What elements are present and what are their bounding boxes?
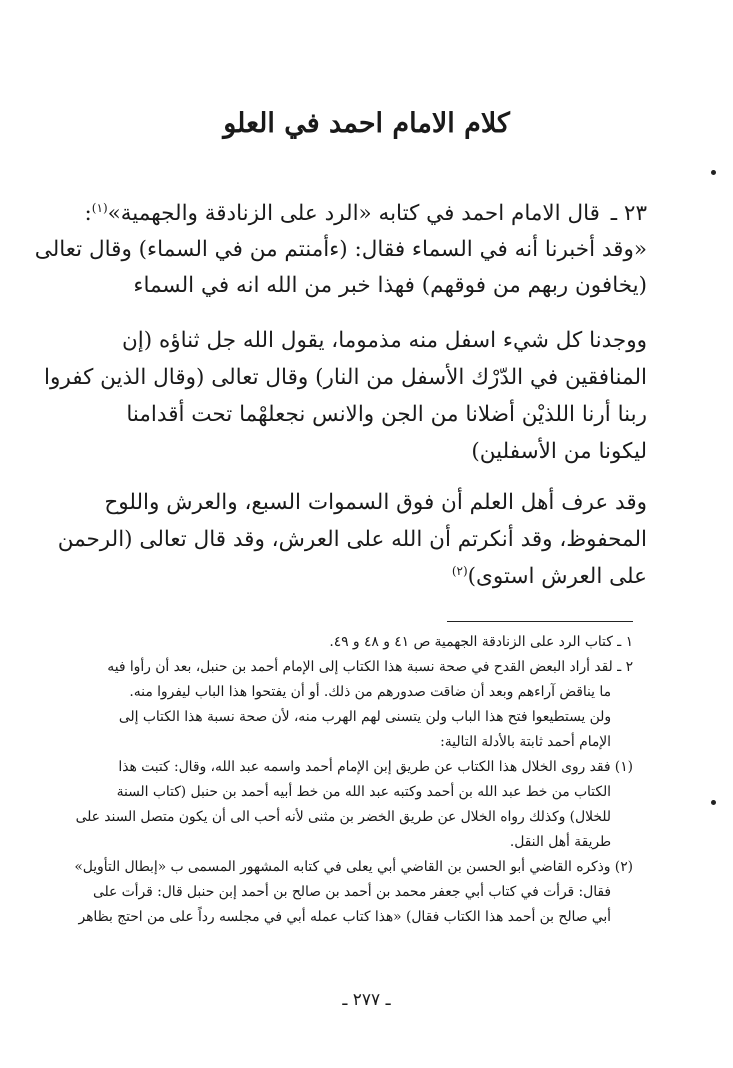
paragraph-line: «وقد أخبرنا أنه في السماء فقال: (ءأمنتم من في السماء) وقال تعالى <box>34 237 647 262</box>
footnote-line: ٢ ـ لقد أراد البعض القدح في صحة نسبة هذا الكتاب إلى الإمام أحمد بن حنبل، بعد أن رأوا فيه <box>107 659 633 675</box>
paragraph-line: على العرش استوى)$^{(٢)}$ <box>451 563 647 589</box>
paragraph-line: (يخافون ربهم من فوقهم) فهذا خبر من الله انه في السماء <box>133 273 647 298</box>
paragraph-1 <box>34 196 647 304</box>
paragraph-line: المحفوظ، وقد أنكرتم أن الله على العرش، وقد قال تعالى (الرحمن <box>57 527 647 552</box>
paragraph-line: ٢٣ ـ قال الامام احمد في كتابه «الرد على الزنادقة والجهمية»$^{(١)}$: <box>84 200 647 226</box>
footnote-line: ولن يستطيعوا فتح هذا الباب ولن يتسنى لهم الهرب منه، لأن صحة نسبة هذا الكتاب إلى <box>118 709 611 725</box>
page-title: كلام الامام احمد في العلو <box>223 108 510 139</box>
footnote-line: (١) فقد روى الخلال هذا الكتاب عن طريق إبن الإمام أحمد واسمه عبد الله، وقال: كتبت هذا <box>118 759 633 775</box>
paragraph-line: المنافقين في الدّرْك الأسفل من النار) وقال تعالى (وقال الذين كفروا <box>44 365 647 390</box>
footnote-line: ما يناقض آراءهم وبعد أن ضاقت صدورهم من ذلك. أو أن يفتحوا هذا الباب ليفروا منه. <box>129 684 611 700</box>
footnote-ref: (١) <box>91 200 108 215</box>
item-number: ٢٣ ـ <box>610 201 647 226</box>
footnote-divider <box>447 621 633 622</box>
paragraph-3 <box>57 484 647 595</box>
paragraph-line: ليكونا من الأسفلين) <box>471 439 647 464</box>
footnote-ref: (٢) <box>451 563 468 578</box>
footnote-line: أبي صالح بن أحمد هذا الكتاب فقال) «هذا كتاب عمله أبي في مجلسه رداً على من احتج بظاهر <box>78 909 611 925</box>
footnotes-section <box>74 630 633 930</box>
margin-dot <box>711 800 716 805</box>
footnote-line: ١ ـ كتاب الرد على الزنادقة الجهمية ص ٤١ و ٤٨ و ٤٩. <box>329 634 633 650</box>
footnote-line: طريقة أهل النقل. <box>509 834 611 850</box>
paragraph-line: وقد عرف أهل العلم أن فوق السموات السبع، والعرش واللوح <box>104 490 647 515</box>
footnote-line: الإمام أحمد ثابتة بالأدلة التالية: <box>440 734 611 750</box>
paragraph-line: ووجدنا كل شيء اسفل منه مذموما، يقول الله جل ثناؤه (إن <box>121 328 647 353</box>
paragraph-2 <box>44 322 647 470</box>
paragraph-line: ربنا أرنا اللذيْن أضلانا من الجن والانس نجعلهْما تحت أقدامنا <box>126 402 647 427</box>
footnote-line: للخلال) وكذلك رواه الخلال عن طريق الخضر بن مثنى لأنه أحب الى أن يكون متصل السند على <box>75 809 611 825</box>
footnote-line: (٢) وذكره القاضي أبو الحسن بن القاضي أبي يعلى في كتابه المشهور المسمى ب «إبطال التأويل» <box>74 859 633 875</box>
footnote-line: فقال: قرأت في كتاب أبي جعفر محمد بن أحمد بن صالح بن أحمد إبن حنبل قال: قرأت على <box>92 884 611 900</box>
page-number: ـ ٢٧٧ ـ <box>342 990 391 1010</box>
margin-dot <box>711 170 716 175</box>
footnote-line: الكتاب من خط عبد الله بن أحمد وكتبه عبد الله من خط أبيه أحمد بن حنبل (كتاب السنة <box>116 784 611 800</box>
